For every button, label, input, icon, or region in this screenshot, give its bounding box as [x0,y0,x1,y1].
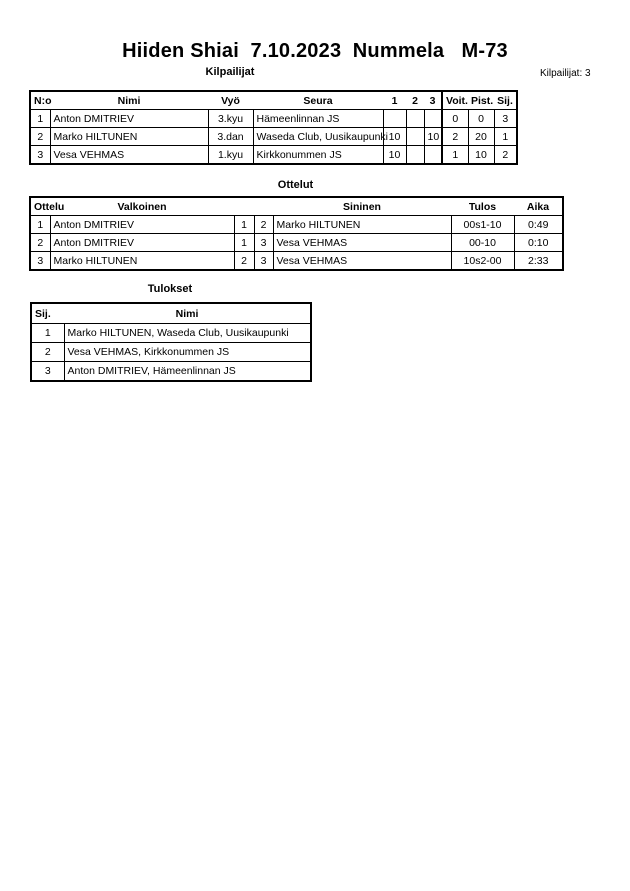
kilpailijat-cell: 3.kyu [208,110,253,128]
tulokset-cell: 1 [31,324,64,343]
kilpailijat-header-cell: Pist. [468,91,494,110]
tulokset-cell: Vesa VEHMAS, Kirkkonummen JS [64,343,311,362]
tulokset-row [31,324,311,343]
kilpailijat-cell: Kirkkonummen JS [253,146,383,165]
tulokset-row [31,343,311,362]
kilpailijat-cell: 10 [383,128,406,146]
tulokset-cell: 2 [31,343,64,362]
ottelut-cell: Marko HILTUNEN [273,216,451,234]
section-heading-ottelut: Ottelut [277,179,314,191]
kilpailijat-cell [406,146,424,165]
ottelut-cell: 00s1-10 [451,216,514,234]
matches-table [29,196,564,271]
ottelut-header-row [30,197,563,216]
kilpailijat-cell: Vesa VEHMAS [50,146,208,165]
kilpailijat-cell: Marko HILTUNEN [50,128,208,146]
ottelut-cell: 00-10 [451,234,514,252]
section-heading-tulokset: Tulokset [147,283,193,295]
ottelut-cell: 2:33 [514,252,563,271]
ottelut-cell: 1 [234,234,254,252]
kilpailijat-cell: 0 [442,110,468,128]
section-heading-kilpailijat: Kilpailijat [205,66,255,78]
kilpailijat-cell [424,110,442,128]
kilpailijat-cell: Hämeenlinnan JS [253,110,383,128]
ottelut-header-cell: Sininen [273,197,451,216]
tulokset-cell: 3 [31,362,64,382]
kilpailijat-cell: 1.kyu [208,146,253,165]
ottelut-cell: 3 [254,234,273,252]
kilpailijat-row [30,128,517,146]
kilpailijat-cell: 3 [494,110,517,128]
tulokset-header-cell: Nimi [64,303,311,324]
ottelut-cell: 0:49 [514,216,563,234]
ottelut-cell: 3 [254,252,273,271]
kilpailijat-cell: 0 [468,110,494,128]
ottelut-cell: Anton DMITRIEV [50,234,234,252]
kilpailijat-cell: 20 [468,128,494,146]
kilpailijat-cell [383,110,406,128]
ottelut-cell: Anton DMITRIEV [50,216,234,234]
kilpailijat-header-cell: 1 [383,91,406,110]
kilpailijat-cell: 1 [442,146,468,165]
kilpailijat-cell: 10 [424,128,442,146]
kilpailijat-header-cell: Nimi [50,91,208,110]
ottelut-header-cell: Valkoinen [50,197,234,216]
ottelut-header-cell [254,197,273,216]
kilpailijat-row [30,146,517,165]
tulokset-cell: Marko HILTUNEN, Waseda Club, Uusikaupunki [64,324,311,343]
ottelut-row [30,216,563,234]
ottelut-cell: 2 [30,234,50,252]
ottelut-cell: 1 [30,216,50,234]
kilpailijat-cell: 10 [383,146,406,165]
ottelut-cell: Vesa VEHMAS [273,252,451,271]
ottelut-cell: 0:10 [514,234,563,252]
kilpailijat-cell: 1 [30,110,50,128]
kilpailijat-cell [406,128,424,146]
kilpailijat-header-cell: Voit. [442,91,468,110]
results-table [30,302,312,382]
kilpailijat-header-cell: Seura [253,91,383,110]
kilpailijat-cell: 3.dan [208,128,253,146]
page-title: Hiiden Shiai 7.10.2023 Nummela M-73 [122,40,508,62]
ottelut-header-cell: Ottelu [30,197,50,216]
tulokset-header-cell: Sij. [31,303,64,324]
ottelut-cell: 10s2-00 [451,252,514,271]
kilpailijat-header-cell: Vyö [208,91,253,110]
kilpailijat-header-cell: 2 [406,91,424,110]
ottelut-header-cell [234,197,254,216]
tulokset-row [31,362,311,382]
ottelut-cell: Marko HILTUNEN [50,252,234,271]
kilpailijat-cell: 3 [30,146,50,165]
kilpailijat-cell: 2 [494,146,517,165]
kilpailijat-row [30,110,517,128]
ottelut-cell: 2 [254,216,273,234]
ottelut-row [30,234,563,252]
kilpailijat-cell: Waseda Club, Uusikaupunki [253,128,383,146]
competitors-count-label: Kilpailijat: 3 [540,68,591,79]
ottelut-cell: 2 [234,252,254,271]
kilpailijat-cell: Anton DMITRIEV [50,110,208,128]
kilpailijat-cell [424,146,442,165]
ottelut-cell: 1 [234,216,254,234]
kilpailijat-cell [406,110,424,128]
competitors-table [29,90,518,165]
kilpailijat-cell: 1 [494,128,517,146]
ottelut-header-cell: Aika [514,197,563,216]
ottelut-cell: Vesa VEHMAS [273,234,451,252]
kilpailijat-header-cell: Sij. [494,91,517,110]
ottelut-header-cell: Tulos [451,197,514,216]
kilpailijat-header-row [30,91,517,110]
kilpailijat-cell: 2 [442,128,468,146]
tulokset-header-row [31,303,311,324]
tulokset-cell: Anton DMITRIEV, Hämeenlinnan JS [64,362,311,382]
kilpailijat-header-cell: N:o [30,91,50,110]
ottelut-row [30,252,563,271]
kilpailijat-cell: 2 [30,128,50,146]
ottelut-cell: 3 [30,252,50,271]
kilpailijat-cell: 10 [468,146,494,165]
kilpailijat-header-cell: 3 [424,91,442,110]
